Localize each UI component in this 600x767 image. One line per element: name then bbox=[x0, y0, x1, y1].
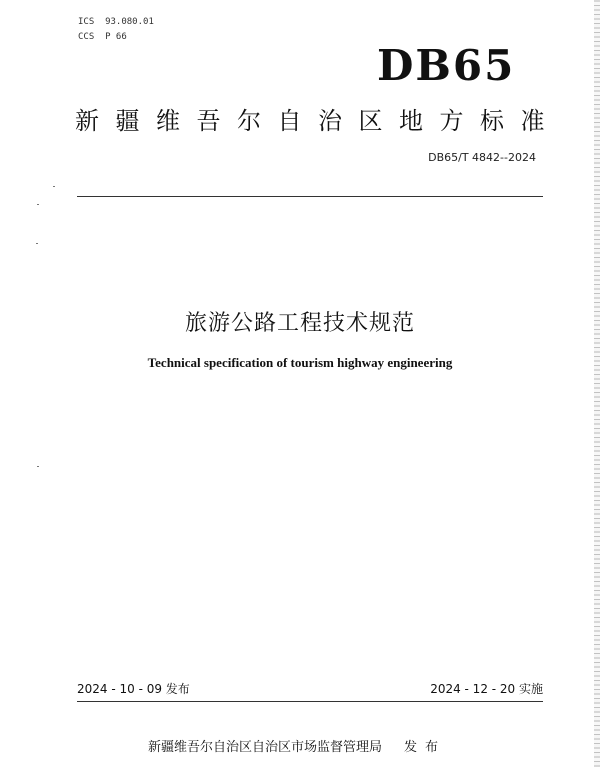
top-divider bbox=[77, 196, 543, 197]
issue-date: 2024 - 10 - 09 发布 bbox=[77, 682, 190, 696]
scan-speck bbox=[53, 186, 55, 187]
scan-speck bbox=[37, 466, 39, 467]
document-title-english: Technical specification of tourism highway engineering bbox=[147, 355, 453, 370]
ics-code: ICS 93.080.01 bbox=[78, 17, 154, 27]
scanned-page-edge bbox=[594, 0, 600, 767]
standard-type-heading: 新疆维吾尔自治区地方标准 bbox=[75, 107, 561, 135]
db65-logo: DB65 bbox=[377, 41, 516, 90]
bottom-divider bbox=[77, 701, 543, 702]
publish-label: 发布 bbox=[404, 740, 447, 755]
issuing-authority bbox=[148, 736, 446, 755]
document-title-chinese: 旅游公路工程技术规范 bbox=[184, 311, 415, 336]
issuer-name: 新疆维吾尔自治区自治区市场监督管理局 bbox=[148, 740, 383, 755]
implementation-date: 2024 - 12 - 20 实施 bbox=[430, 682, 543, 696]
scan-speck bbox=[37, 204, 39, 205]
scan-speck bbox=[36, 243, 38, 244]
standard-number: DB65/T 4842--2024 bbox=[428, 151, 536, 164]
classification-codes bbox=[78, 15, 154, 45]
ccs-code: CCS P 66 bbox=[78, 32, 127, 42]
